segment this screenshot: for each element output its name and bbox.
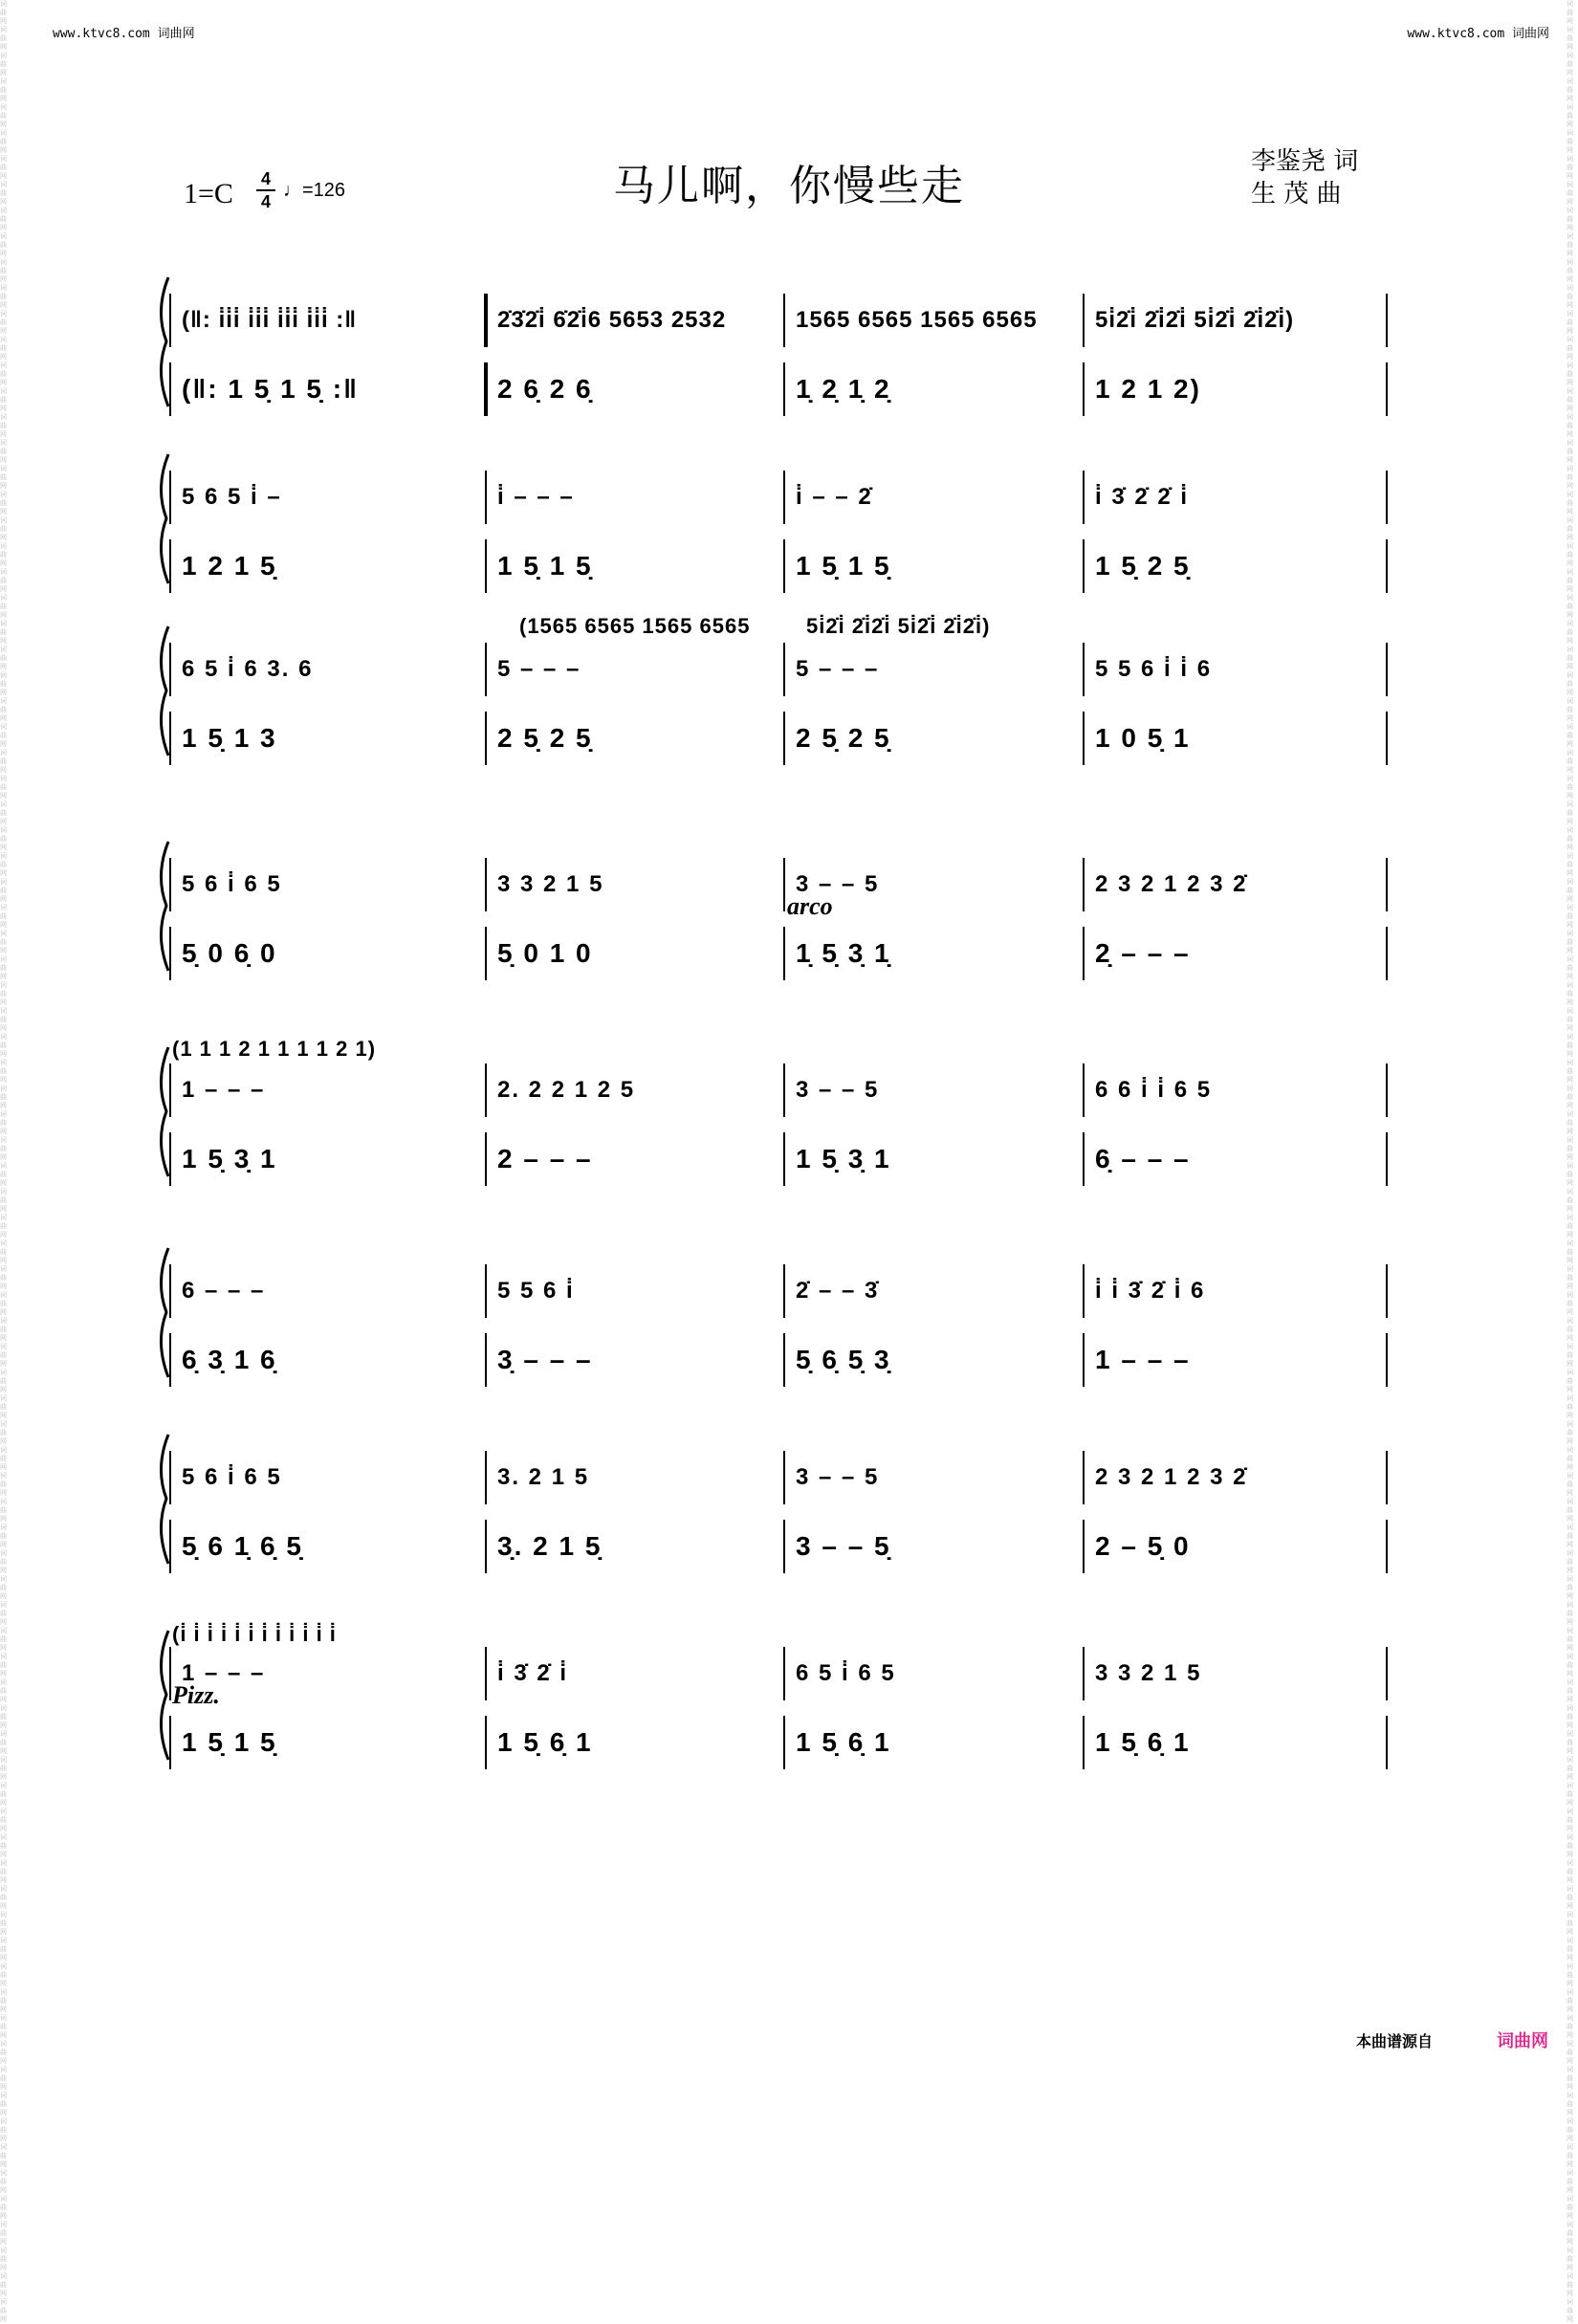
measure-notes: 2. 2 2 1 2 5: [497, 1077, 636, 1103]
measure-notes: 1 – – –: [182, 1077, 266, 1103]
measure: [170, 370, 486, 408]
tempo-mark: ♩=126: [283, 180, 346, 201]
measure-notes: 2 – – –: [497, 1144, 593, 1173]
measure-notes: 3̣ – – –: [497, 1345, 593, 1374]
measure: [1084, 1140, 1387, 1178]
measure-notes: i̇ 3̇ 2̇ i̇: [497, 1660, 569, 1686]
footer-source-text: 本曲谱源自: [1356, 2034, 1434, 2050]
measure-notes: 1̣ 5̣ 3̣ 1̣: [796, 938, 891, 968]
measure: [486, 1140, 784, 1178]
measure-notes: 2̇ – – 3̇: [796, 1278, 880, 1304]
measure: [1084, 370, 1387, 408]
measure: [784, 1341, 1084, 1379]
measure-notes: 2̣ – – –: [1095, 938, 1191, 968]
score-system: [170, 1243, 1387, 1387]
score-system: [170, 1037, 1387, 1186]
measure: [784, 1527, 1084, 1566]
score-system: [170, 449, 1387, 593]
measure: [486, 719, 784, 757]
measure: [784, 1140, 1084, 1178]
measure-notes: 3̣. 2 1 5̣: [497, 1531, 603, 1561]
measure: [784, 301, 1084, 340]
measure-notes: 3 – – 5: [796, 1077, 880, 1103]
side-watermark-right: 词曲网词曲网词曲网词曲网词曲网词曲网词曲网词曲网词曲网词曲网词曲网词曲网词曲网词曲网词曲网词曲网词曲网词曲网词曲网词曲网词曲网词曲网词曲网词曲网词曲网词曲网词曲网词曲网词曲网词曲网词曲网词曲网词曲网词曲网词曲网词曲网词曲网词曲网词曲网词曲网词曲网词曲网词曲网词曲网词曲网词曲网词曲网词曲网词曲网词曲网词曲网词曲网词曲网词曲网词曲网词曲网词曲网词曲网词曲网词曲网词曲网词曲网词曲网词曲网词曲网词曲网词曲网词曲网词曲网词曲网词曲网词曲网词曲网词曲网词曲网词曲网词曲网词曲网词曲网词曲网词曲网词曲网词曲网词曲网词曲网词曲网词曲网词曲网词曲网词曲网: [1567, 1, 1573, 2323]
melody-staff: [170, 650, 1387, 689]
measure-notes: 2 5̣ 2 5̣: [796, 723, 891, 753]
measure: [1084, 1458, 1387, 1497]
measure-notes: 6 5 i̇ 6 3. 6: [182, 656, 314, 682]
measure-notes: 1 2 1 2): [1095, 374, 1201, 404]
system-brace: [161, 842, 168, 971]
system-brace: [161, 1435, 168, 1564]
site-watermark-right: www.ktvc8.com 词曲网: [1407, 27, 1549, 41]
melody-staff: [170, 1071, 1387, 1109]
measure-notes: 5 5 6 i̇: [497, 1278, 575, 1304]
measure: [170, 547, 486, 585]
meter-bottom: 4: [256, 189, 275, 212]
measure: [170, 1341, 486, 1379]
measure-notes: 1 5̣ 6̣ 1: [497, 1727, 593, 1757]
accompaniment-staff: [170, 934, 1387, 973]
measure: [486, 301, 784, 340]
measure: [486, 370, 784, 408]
melody-staff: [170, 478, 1387, 516]
accompaniment-staff: [170, 1140, 1387, 1178]
measure: [1084, 478, 1387, 516]
measure-notes: 1 2 1 5̣: [182, 551, 277, 581]
measure-notes: 6 5 i̇ 6 5: [796, 1660, 896, 1686]
measure-notes: 1 5̣ 2 5̣: [1095, 551, 1191, 581]
accompaniment-staff: [170, 547, 1387, 585]
measure-notes: 1 5̣ 6̣ 1: [796, 1727, 891, 1757]
measure: [170, 1071, 486, 1109]
measure-notes: 5 – – –: [497, 656, 581, 682]
measure: [486, 478, 784, 516]
side-watermark-left: 词曲网词曲网词曲网词曲网词曲网词曲网词曲网词曲网词曲网词曲网词曲网词曲网词曲网词曲网词曲网词曲网词曲网词曲网词曲网词曲网词曲网词曲网词曲网词曲网词曲网词曲网词曲网词曲网词曲网词曲网词曲网词曲网词曲网词曲网词曲网词曲网词曲网词曲网词曲网词曲网词曲网词曲网词曲网词曲网词曲网词曲网词曲网词曲网词曲网词曲网词曲网词曲网词曲网词曲网词曲网词曲网词曲网词曲网词曲网词曲网词曲网词曲网词曲网词曲网词曲网词曲网词曲网词曲网词曲网词曲网词曲网词曲网词曲网词曲网词曲网词曲网词曲网词曲网词曲网词曲网词曲网词曲网词曲网词曲网词曲网词曲网词曲网词曲网词曲网词曲网: [0, 1, 7, 2323]
measure: [1084, 866, 1387, 904]
measure-notes: 2 5̣ 2 5̣: [497, 723, 593, 753]
measure: [170, 478, 486, 516]
measure: [784, 478, 1084, 516]
system-brace: [161, 454, 168, 583]
measure: [1084, 719, 1387, 757]
measure: [486, 934, 784, 973]
measure-notes: 3 – – 5: [796, 871, 880, 897]
measure-notes: 1565 6565 1565 6565: [796, 307, 1038, 333]
measure: [784, 1458, 1084, 1497]
measure: [1084, 1071, 1387, 1109]
score-system: [170, 614, 1387, 765]
measure-notes: 1 5̣ 1 3: [182, 723, 277, 753]
accompaniment-staff: [170, 370, 1387, 408]
cue-notes: (1 1 1 2 1 1 1 1 2 1): [172, 1037, 377, 1061]
measure-notes: (‖: i̇i̇i̇ i̇i̇i̇ i̇i̇i̇ i̇i̇i̇ :‖: [182, 307, 358, 333]
measure: [1084, 1272, 1387, 1310]
lyricist-credit: 李鉴尧 词: [1251, 147, 1359, 176]
key-signature: 1=C: [184, 178, 233, 209]
measure-notes: 1 5̣ 1 5̣: [182, 1727, 277, 1757]
measure: [784, 547, 1084, 585]
measure: [170, 1723, 486, 1762]
cue-notes: (1565 6565 1565 6565: [519, 614, 751, 638]
measure: [486, 547, 784, 585]
measure: [170, 866, 486, 904]
measure-notes: 5 6 5 i̇ –: [182, 484, 282, 510]
melody-staff: [170, 301, 1387, 340]
site-watermark-left: www.ktvc8.com 词曲网: [53, 27, 195, 41]
measure: [784, 1723, 1084, 1762]
measure: [1084, 301, 1387, 340]
measure-notes: 5̣ 0 1 0: [497, 938, 593, 968]
measure-notes: 1 5̣ 6̣ 1: [1095, 1727, 1191, 1757]
measure: [784, 650, 1084, 689]
measure-notes: 1 – – –: [182, 1660, 266, 1686]
measure: [486, 1272, 784, 1310]
measure-notes: 5 6 i̇ 6 5: [182, 871, 282, 897]
cue-notes: (i̇ i̇ i̇ i̇ i̇ i̇ i̇ i̇ i̇ i̇ i̇ i̇: [172, 1622, 337, 1646]
measure: [486, 866, 784, 904]
measure-notes: 5̣ 0 6̣ 0: [182, 938, 277, 968]
measure: [486, 1458, 784, 1497]
measure-notes: 1 5̣ 1 5̣: [497, 551, 593, 581]
measure-notes: 2 – 5̣ 0: [1095, 1531, 1191, 1561]
measure: [1084, 1341, 1387, 1379]
measure-notes: 3 3 2 1 5: [497, 871, 604, 897]
footer-site-link[interactable]: 词曲网: [1497, 2031, 1548, 2050]
melody-staff: [170, 1655, 1387, 1693]
measure-notes: 5̣ 6̣ 5̣ 3̣: [796, 1345, 891, 1374]
measure-notes: 1 5̣ 3̣ 1: [796, 1144, 891, 1173]
measure: [1084, 934, 1387, 973]
measure-notes: i̇ i̇ 3̇ 2̇ i̇ 6: [1095, 1278, 1206, 1304]
measure: [170, 650, 486, 689]
measure-notes: 5̣ 6 1̣ 6̣ 5̣: [182, 1531, 303, 1561]
measure: [486, 1723, 784, 1762]
composer-credit: 生 茂 曲: [1251, 180, 1342, 208]
measure-notes: i̇ – – 2̇: [796, 484, 873, 510]
system-brace: [161, 277, 168, 406]
measure-notes: 1 5̣ 1 5̣: [796, 551, 891, 581]
measure: [784, 719, 1084, 757]
measure: [784, 370, 1084, 408]
measure-notes: 3. 2 1 5: [497, 1464, 590, 1490]
measure: [486, 1071, 784, 1109]
system-brace: [161, 1248, 168, 1377]
score-system: [170, 1622, 1387, 1769]
articulation-mark: Pizz.: [172, 1681, 220, 1709]
measure: [486, 1655, 784, 1693]
melody-staff: [170, 1272, 1387, 1310]
accompaniment-staff: [170, 1527, 1387, 1566]
measure-notes: 3 3 2 1 5: [1095, 1660, 1202, 1686]
measure-notes: 6̣ 3̣ 1 6̣: [182, 1345, 277, 1374]
measure: [1084, 1655, 1387, 1693]
measure-notes: 5 6 i̇ 6 5: [182, 1464, 282, 1490]
system-brace: [161, 1631, 168, 1760]
meter-top: 4: [260, 169, 271, 188]
cue-notes: 5i̇2̇i̇ 2̇i̇2̇i̇ 5i̇2̇i̇ 2̇i̇2̇i̇): [806, 614, 991, 638]
melody-staff: [170, 866, 1387, 904]
system-brace: [161, 1047, 168, 1176]
measure-notes: i̇ – – –: [497, 484, 575, 510]
accompaniment-staff: [170, 719, 1387, 757]
measure: [784, 1655, 1084, 1693]
measure: [1084, 1527, 1387, 1566]
accompaniment-staff: [170, 1341, 1387, 1379]
score-system: [170, 837, 1387, 980]
measure-notes: 3 – – 5: [796, 1464, 880, 1490]
measure-notes: 2 3 2 1 2 3 2̇: [1095, 871, 1248, 897]
measure-notes: 6 – – –: [182, 1278, 266, 1304]
score-system: [170, 1430, 1387, 1573]
melody-staff: [170, 1458, 1387, 1497]
song-title: 马儿啊，你慢些走: [613, 162, 965, 210]
measure-notes: i̇ 3̇ 2̇ 2̇ i̇: [1095, 484, 1190, 510]
measure: [486, 650, 784, 689]
measure-notes: 5 – – –: [796, 656, 880, 682]
measure: [784, 1272, 1084, 1310]
measure-notes: 1̣ 2̣ 1̣ 2̣: [796, 374, 891, 404]
measure-notes: 1 0 5̣ 1: [1095, 723, 1191, 753]
measure-notes: 2 3 2 1 2 3 2̇: [1095, 1464, 1248, 1490]
measure-notes: 1 – – –: [1095, 1345, 1191, 1374]
measure: [170, 719, 486, 757]
measure: [170, 1527, 486, 1566]
measure: [486, 1341, 784, 1379]
measure-notes: 2̇3̇2̇i̇ 6̇2̇i̇6 5653 2532: [497, 307, 727, 333]
measure: [784, 1071, 1084, 1109]
measure: [1084, 650, 1387, 689]
measure: [1084, 1723, 1387, 1762]
articulation-mark: arco: [787, 892, 833, 920]
measure: [170, 301, 486, 340]
score-system: [170, 273, 1387, 416]
measure-notes: 3 – – 5̣: [796, 1531, 891, 1561]
measure-notes: 2 6̣ 2 6̣: [497, 374, 593, 404]
accompaniment-staff: [170, 1723, 1387, 1762]
measure-notes: 1 5̣ 3̣ 1: [182, 1144, 277, 1173]
measure: [784, 934, 1084, 973]
measure-notes: 6̣ – – –: [1095, 1144, 1191, 1173]
measure-notes: (‖: 1 5̣ 1 5̣ :‖: [182, 374, 360, 404]
measure: [486, 1527, 784, 1566]
measure-notes: 5 5 6 i̇ i̇ 6: [1095, 656, 1213, 682]
measure: [170, 1140, 486, 1178]
measure: [170, 934, 486, 973]
measure: [170, 1272, 486, 1310]
system-brace: [161, 626, 168, 756]
measure: [170, 1458, 486, 1497]
measure: [1084, 547, 1387, 585]
measure-notes: 6 6 i̇ i̇ 6 5: [1095, 1077, 1213, 1103]
measure-notes: 5i̇2̇i̇ 2̇i̇2̇i̇ 5i̇2̇i̇ 2̇i̇2̇i̇): [1095, 307, 1295, 333]
